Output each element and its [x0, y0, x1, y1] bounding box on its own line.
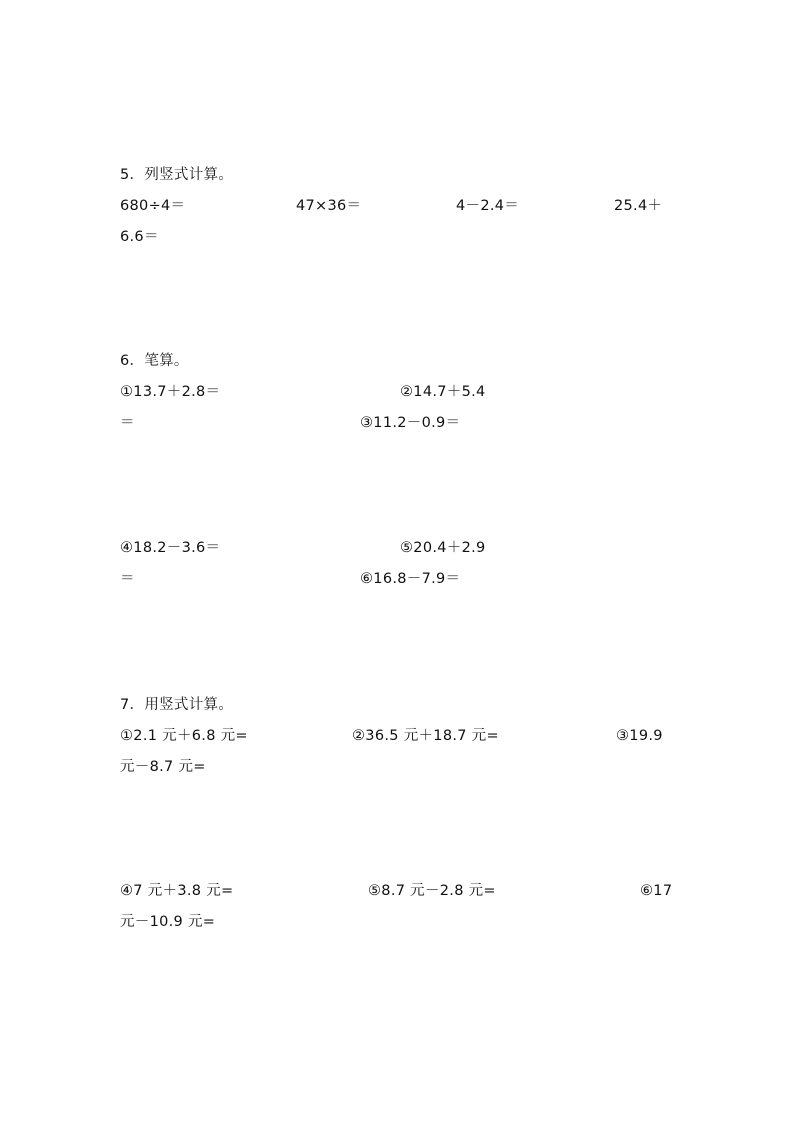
problem-5-4: 25.4＋	[614, 198, 663, 214]
problem-5-1: 680÷4＝	[120, 198, 186, 214]
problem-5-3: 4－2.4＝	[456, 198, 520, 214]
problem-6-5-wrap: ＝	[120, 571, 135, 587]
problem-6-2-wrap: ＝	[120, 415, 135, 431]
problem-7-6: ⑥17	[640, 883, 673, 899]
problem-5-4-wrap: 6.6＝	[120, 229, 159, 245]
section-6-heading: 6．笔算。	[120, 353, 189, 369]
problem-7-2: ②36.5 元＋18.7 元=	[352, 728, 499, 744]
problem-6-2: ②14.7＋5.4	[400, 384, 486, 400]
problem-6-1: ①13.7＋2.8＝	[120, 384, 221, 400]
problem-7-1: ①2.1 元＋6.8 元=	[120, 728, 248, 744]
section-5-heading: 5．列竖式计算。	[120, 167, 234, 183]
problem-7-6-wrap: 元－10.9 元=	[120, 914, 216, 930]
problem-7-3-wrap: 元－8.7 元=	[120, 759, 206, 775]
problem-7-5: ⑤8.7 元－2.8 元=	[368, 883, 496, 899]
problem-6-6: ⑥16.8－7.9＝	[360, 571, 461, 587]
problem-7-3: ③19.9	[616, 728, 663, 744]
problem-5-2: 47×36＝	[296, 198, 362, 214]
problem-6-4: ④18.2－3.6＝	[120, 540, 221, 556]
section-7-heading: 7．用竖式计算。	[120, 697, 234, 713]
problem-7-4: ④7 元＋3.8 元=	[120, 883, 234, 899]
problem-6-5: ⑤20.4＋2.9	[400, 540, 486, 556]
problem-6-3: ③11.2－0.9＝	[360, 415, 461, 431]
